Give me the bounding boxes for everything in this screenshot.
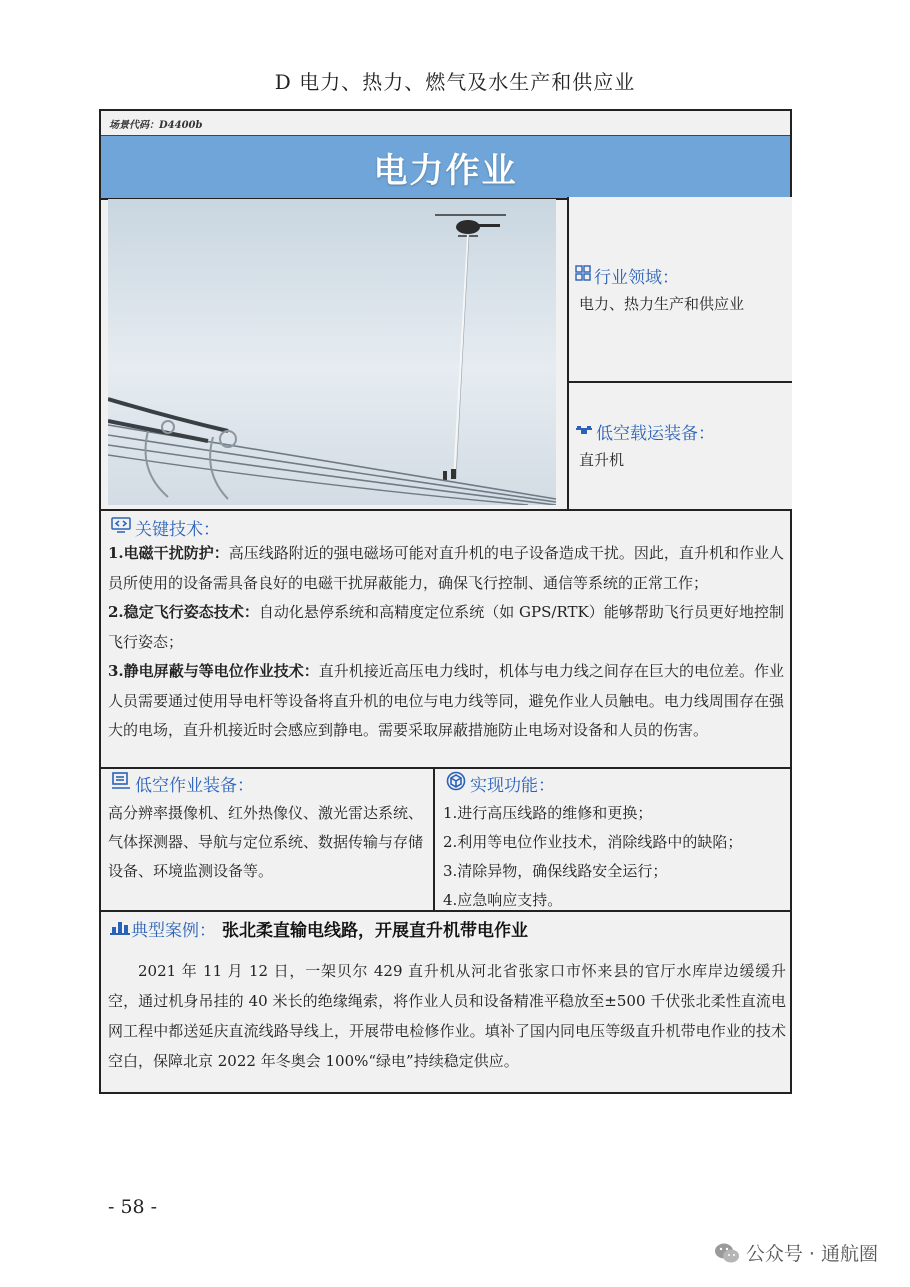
tech-item: [108, 598, 784, 657]
industry-box: [569, 197, 792, 383]
tech-item: [108, 657, 784, 746]
chart-icon: [109, 917, 131, 940]
list-item: 2.利用等电位作业技术，消除线路中的缺陷；: [443, 833, 743, 851]
tech-item-title: 2.稳定飞行姿态技术：: [108, 603, 259, 621]
column-divider: [433, 767, 435, 910]
case-label: 典型案例：: [131, 921, 216, 941]
key-tech-label: 关键技术：: [135, 520, 220, 540]
tech-item-text: 直升机接近高压电力线时，机体与电力线之间存在巨大的电位差。作业人员需要通过使用导电杆等设备将直升机的电位与电力线等同，避免作业人员触电。电力线周围存在强大的电场，直升机接近时会感应到静电。需要采取屏蔽措施防止电场对设备和人员的伤害。: [108, 662, 784, 739]
carrier-box: [569, 383, 792, 509]
carrier-value: 直升机: [579, 451, 625, 469]
scene-title: 电力作业: [373, 150, 518, 191]
functions-heading: [446, 771, 555, 796]
industry-label: 行业领域：: [594, 268, 679, 288]
equipment-label: 低空作业装备：: [135, 776, 254, 796]
divider: [101, 509, 790, 511]
scene-card: [99, 109, 792, 1094]
key-tech-content: [108, 539, 784, 746]
right-info-column: [567, 197, 792, 509]
watermark: [714, 1239, 878, 1266]
photo-illustration: [108, 199, 556, 505]
case-heading: [109, 916, 528, 941]
drone-icon: [575, 422, 593, 442]
helicopter-photo: [108, 199, 556, 505]
case-title: 张北柔直输电线路，开展直升机带电作业: [222, 921, 528, 941]
divider: [101, 910, 790, 912]
industry-value: 电力、热力生产和供应业: [579, 295, 745, 313]
functions-label: 实现功能：: [470, 776, 555, 796]
page-number: - 58 -: [108, 1196, 158, 1218]
screen-icon: [111, 517, 131, 538]
carrier-label: 低空载运装备：: [596, 424, 715, 444]
watermark-text: 公众号 · 通航圈: [745, 1243, 878, 1265]
scene-code: 场景代码：D4400b: [109, 120, 203, 131]
list-item: 4.应急响应支持。: [443, 891, 563, 909]
equipment-text: 高分辨率摄像机、红外热像仪、激光雷达系统、气体探测器、导航与定位系统、数据传输与存储设备、环境监测设备等。: [108, 804, 424, 880]
case-text: 2021 年 11 月 12 日，一架贝尔 429 直升机从河北省张家口市怀来县的官厅水库岸边缓缓升空，通过机身吊挂的 40 米长的绝缘绳索，将作业人员和设备精准平稳放至±500 千伏张北柔性直流电网工程中都送延庆直流线路导线上，开展带电检修作业。填补了国内同电压等级直升机带电作业的技术空白，保障北京 2022 年冬奥会 100%“绿电”持续稳定供应。: [108, 962, 786, 1070]
tech-item-text: 高压线路附近的强电磁场可能对直升机的电子设备造成干扰。因此，直升机和作业人员所使用的设备需具备良好的电磁干扰屏蔽能力，确保飞行控制、通信等系统的正常工作；: [108, 544, 784, 592]
list-item: 3.清除异物，确保线路安全运行；: [443, 862, 668, 880]
wechat-icon: [714, 1242, 740, 1264]
divider: [101, 767, 790, 769]
list-item: 1.进行高压线路的维修和更换；: [443, 804, 653, 822]
cube-icon: [446, 771, 466, 796]
grid-icon: [575, 265, 591, 286]
functions-list: [443, 799, 787, 915]
tech-item-text: 自动化悬停系统和高精度定位系统（如 GPS/RTK）能够帮助飞行员更好地控制飞行姿态；: [108, 603, 784, 651]
tech-item-title: 1.电磁干扰防护：: [108, 544, 229, 562]
monitor-icon: [111, 772, 131, 795]
tech-item-title: 3.静电屏蔽与等电位作业技术：: [108, 662, 319, 680]
industry-heading: [575, 263, 679, 288]
key-tech-heading: [111, 515, 220, 540]
tech-item: [108, 539, 784, 598]
title-bar: [101, 135, 790, 200]
equipment-heading: [111, 771, 254, 796]
running-header: D 电力、热力、燃气及水生产和供应业: [274, 70, 636, 94]
carrier-heading: [575, 419, 715, 444]
